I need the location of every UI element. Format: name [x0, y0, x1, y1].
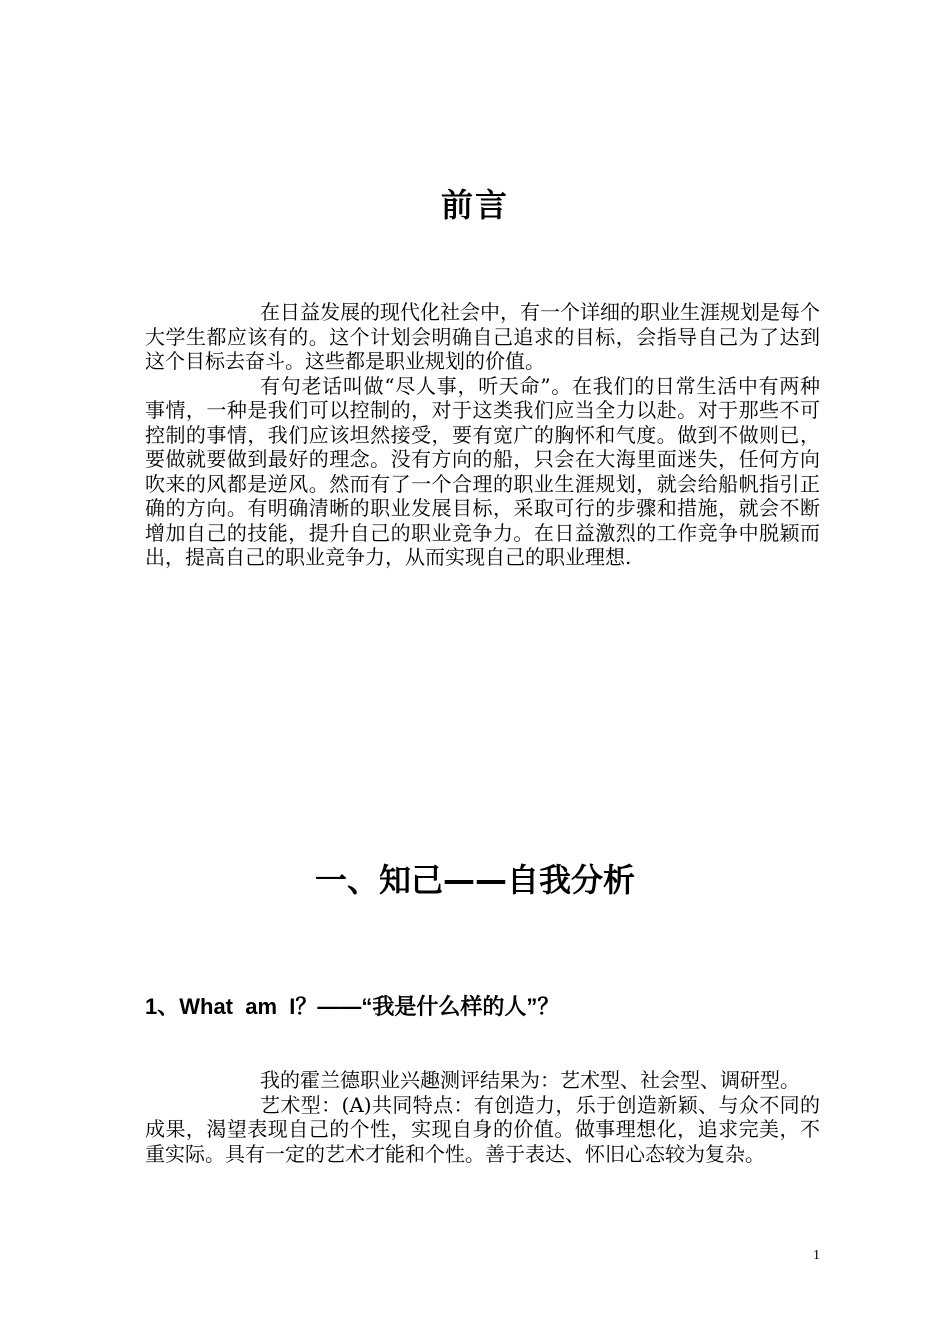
section-title-self-analysis: 一、知己——自我分析 [314, 861, 635, 899]
section1-paragraph-1: 我的霍兰德职业兴趣测评结果为：艺术型、社会型、调研型。 [260, 1068, 800, 1092]
preface-title: 前言 [440, 186, 509, 224]
subheading-what-am-i: 1、What am I？——“我是什么样的人”？ [145, 994, 560, 1019]
section1-body [145, 1068, 820, 1166]
page-number: 1 [813, 1248, 820, 1263]
preface-paragraph-2: 有句老话叫做“尽人事，听天命”。在我们的日常生活中有两种事情，一种是我们可以控制的，对于这类我们应当全力以赴。对于那些不可控制的事情，我们应该坦然接受，要有宽广的胸怀和气度。做到不做则已，要做就要做到最好的理念。没有方向的船，只会在大海里面迷失，任何方向吹来的风都是逆风。然而有了一个合理的职业生涯规划，就会给船帆指引正确的方向。有明确清晰的职业发展目标，采取可行的步骤和措施，就会不断增加自己的技能，提升自己的职业竞争力。在日益激烈的工作竞争中脱颖而出，提高自己的职业竞争力，从而实现自己的职业理想. [145, 373, 820, 569]
preface-paragraph-1: 在日益发展的现代化社会中，有一个详细的职业生涯规划是每个大学生都应该有的。这个计划会明确自己追求的目标，会指导自己为了达到这个目标去奋斗。这些都是职业规划的价值。 [145, 300, 820, 373]
preface-body [145, 300, 820, 570]
section1-paragraph-2: 艺术型：(A)共同特点：有创造力，乐于创造新颖、与众不同的成果，渴望表现自己的个性，实现自身的价值。做事理想化，追求完美，不重实际。具有一定的艺术才能和个性。善于表达、怀旧心态较为复杂。 [145, 1092, 820, 1166]
